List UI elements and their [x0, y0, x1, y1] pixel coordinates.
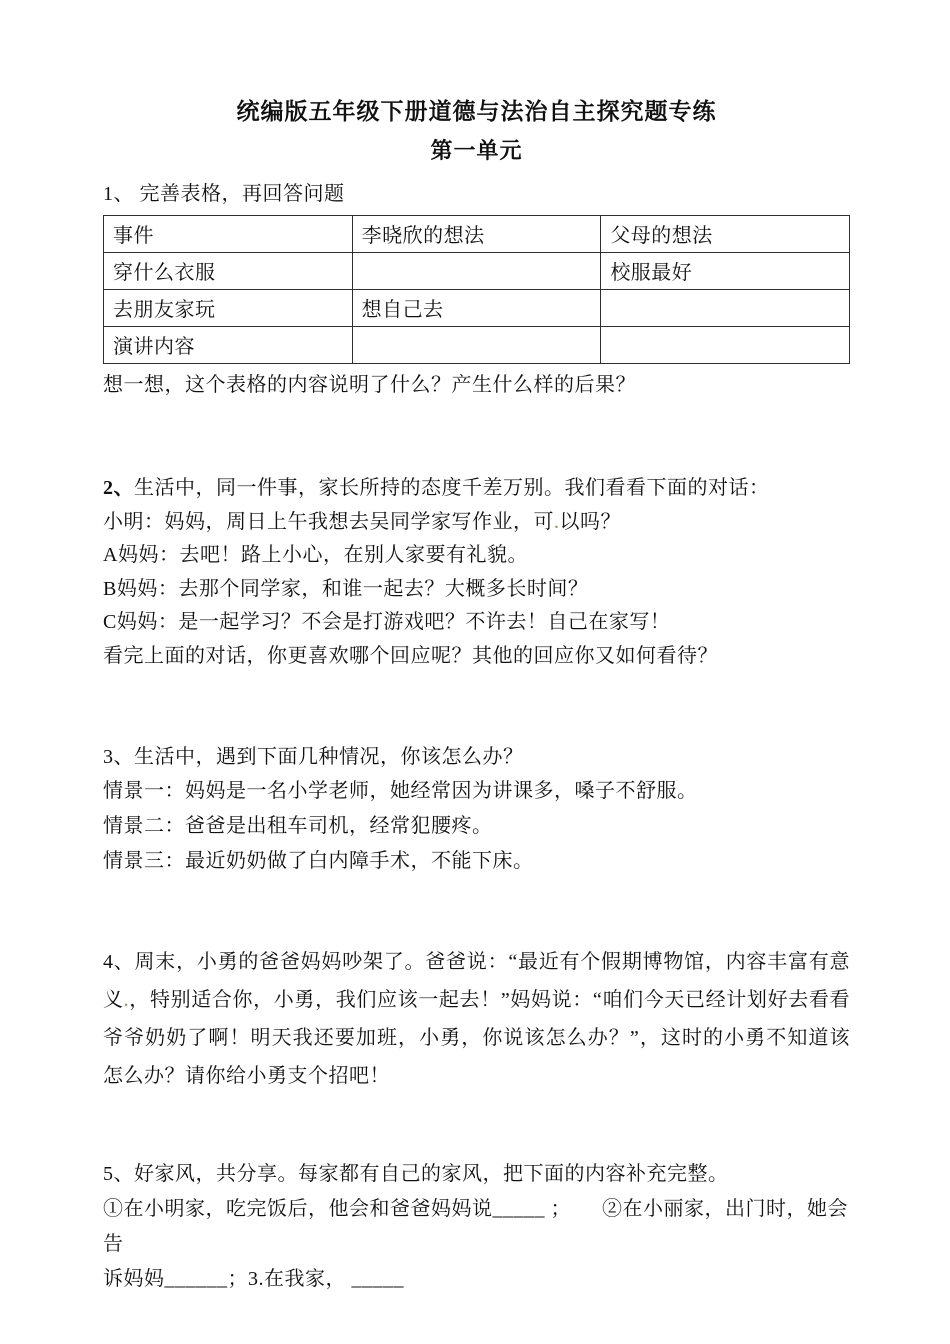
q5-prompt: 5、好家风，共分享。每家都有自己的家风，把下面的内容补充完整。 [103, 1162, 729, 1185]
dialog-line-mom-a: A妈妈：去吧！路上小心，在别人家要有礼貌。 [103, 544, 528, 567]
q4-text-post: ，特别适合你，小勇，我们应该一起去！”妈妈说：“咱们今天已经计划好去看看爷爷奶奶了啊！明天我还要加班，小勇，你说该怎么办？”，这时的小勇不知道该怎么办？请你给小勇支个招吧！ [103, 988, 851, 1087]
table-cell-blank [352, 253, 601, 290]
xiaoming-text-pre: 小明：妈妈，周日上午我想去吴同学家写作业，可 [103, 510, 554, 533]
table-row [104, 290, 850, 327]
q2-question: 看完上面的对话，你更喜欢哪个回应呢？其他的回应你又如何看待？ [103, 644, 718, 667]
table-cell: 校服最好 [601, 253, 850, 290]
q4-text-pre: 4、周末，小勇的爸爸妈妈吵架了。爸爸说：“最近有个假期博物馆，内容丰富有意义 [103, 950, 850, 1011]
q3-prompt: 3、生活中，遇到下面几种情况，你该怎么办？ [103, 745, 524, 768]
dialog-line-mom-c: C妈妈：是一起学习？不会是打游戏吧？不许去！自己在家写！ [103, 611, 671, 634]
q5-fill-line-1: ①在小明家，吃完饭后，他会和爸爸妈妈说_____ ； ②在小丽家，出门时，她会告 [103, 1197, 848, 1255]
events-table [103, 215, 850, 364]
q2-section [103, 472, 850, 674]
q4-paragraph [103, 943, 850, 1095]
typo-dot: . [123, 988, 130, 1011]
table-cell: 去朋友家玩 [104, 290, 353, 327]
dialog-line-mom-b: B妈妈：去那个同学家，和谁一起去？大概多长时间？ [103, 577, 589, 600]
table-cell: 演讲内容 [104, 327, 353, 364]
table-cell-blank [601, 327, 850, 364]
q4-section [103, 943, 850, 1095]
table-header-cell-event: 事件 [104, 216, 353, 253]
q2-intro-text: 生活中，同一件事，家长所持的态度千差万别。我们看看下面的对话： [134, 477, 770, 499]
q3-scene-2: 情景二：爸爸是出租车司机，经常犯腰疼。 [103, 815, 493, 838]
table-cell-blank [352, 327, 601, 364]
q1-question: 想一想，这个表格的内容说明了什么？产生什么样的后果？ [103, 374, 636, 396]
table-row [104, 253, 850, 290]
table-header-row [104, 216, 850, 253]
table-header-cell-lixiaoxin: 李晓欣的想法 [352, 216, 601, 253]
table-cell: 穿什么衣服 [104, 253, 353, 290]
q5-section [103, 1157, 850, 1297]
table-header-cell-parents: 父母的想法 [601, 216, 850, 253]
document-content [103, 0, 850, 1297]
table-cell: 想自己去 [352, 290, 601, 327]
q1-prompt: 1、 完善表格，再回答问题 [103, 183, 345, 205]
q3-scene-3: 情景三：最近奶奶做了白内障手术，不能下床。 [103, 849, 534, 872]
q2-number: 2、 [103, 477, 134, 499]
q3-scene-1: 情景一：妈妈是一名小学老师，她经常因为讲课多，嗓子不舒服。 [103, 780, 698, 803]
table-cell-blank [601, 290, 850, 327]
q5-fill-line-2: 诉妈妈______；3.在我家， _____ [103, 1267, 404, 1290]
page-title: 统编版五年级下册道德与法治自主探究题专练 [236, 99, 717, 124]
q3-section [103, 740, 850, 879]
unit-subtitle: 第一单元 [430, 138, 523, 163]
dialog-line-xiaoming [103, 506, 850, 540]
xiaoming-text-post: 以吗？ [559, 510, 621, 533]
table-row [104, 327, 850, 364]
typo-dot: . [554, 510, 560, 533]
q2-intro-line [103, 472, 850, 506]
